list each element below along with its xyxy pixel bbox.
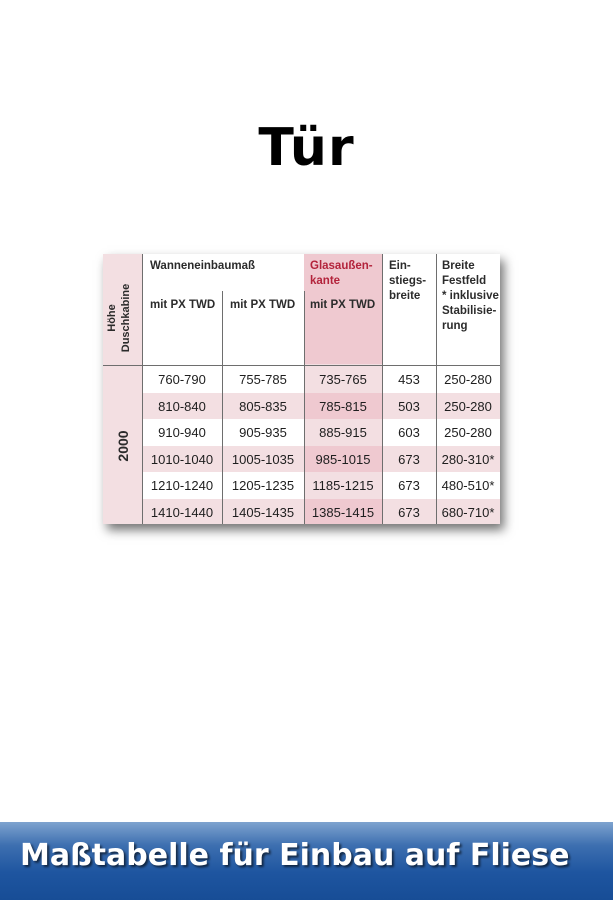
- table-cell: 250-280: [444, 372, 492, 387]
- page-title: Tür: [258, 118, 355, 178]
- table-cell: 673: [398, 504, 420, 520]
- einstieg-line-2: stiegs-: [389, 275, 427, 287]
- footer-banner-text: Maßtabelle für Einbau auf Fliese: [20, 838, 570, 873]
- table-cell: 985-1015: [315, 451, 371, 467]
- table-cell: 673: [398, 451, 420, 467]
- group-header-breite: [442, 259, 499, 334]
- row-header-title-text: Höhe Duschkabine: [106, 283, 132, 353]
- table-cell: 1010-1040: [150, 451, 214, 467]
- table-cell: 1385-1415: [311, 504, 375, 520]
- einstieg-line-3: breite: [389, 290, 421, 302]
- breite-line-1: Breite: [442, 260, 475, 272]
- table-cell: 250-280: [444, 398, 492, 414]
- divider: [103, 365, 500, 366]
- table-cell: 1205-1235: [231, 478, 295, 493]
- row-group-value: 2000: [115, 430, 131, 462]
- table-cell: 810-840: [158, 398, 206, 414]
- breite-line-4: Stabilisie-: [442, 305, 497, 317]
- glas-line-2: kante: [310, 275, 341, 287]
- subheader-col2: mit PX TWD: [230, 299, 296, 311]
- table-cell: 673: [398, 478, 420, 493]
- breite-line-5: rung: [442, 320, 468, 332]
- glas-line-1: Glasaußen-: [310, 260, 373, 272]
- table-cell: 250-280: [444, 425, 492, 440]
- table-cell: 503: [398, 398, 420, 414]
- table-cell: 680-710*: [441, 504, 495, 520]
- group-header-einstieg: [389, 259, 426, 304]
- table-cell: 1405-1435: [231, 504, 295, 520]
- table-cell: 603: [398, 425, 420, 440]
- table-cell: 480-510*: [441, 478, 495, 493]
- table-cell: 885-915: [319, 425, 367, 440]
- table-cell: 1410-1440: [150, 504, 214, 520]
- table-cell: 1005-1035: [231, 451, 295, 467]
- table-cell: 453: [398, 372, 420, 387]
- table-cell: 905-935: [239, 425, 287, 440]
- table-cell: 735-765: [319, 372, 367, 387]
- group-header-wanne: Wanneneinbaumaß: [150, 260, 255, 272]
- table-cell: 280-310*: [441, 451, 495, 467]
- subheader-col1: mit PX TWD: [150, 299, 216, 311]
- table-cell: 760-790: [158, 372, 206, 387]
- breite-line-2: Festfeld: [442, 275, 487, 287]
- table-cell: 755-785: [239, 372, 287, 387]
- table-cell: 1210-1240: [150, 478, 214, 493]
- table-cell: 805-835: [239, 398, 287, 414]
- einstieg-line-1: Ein-: [389, 260, 411, 272]
- table-cell: 785-815: [319, 398, 367, 414]
- table-cell: 910-940: [158, 425, 206, 440]
- dimension-table: [103, 254, 500, 524]
- table-cell: 1185-1215: [312, 478, 374, 493]
- breite-line-3: * inklusive: [442, 290, 499, 302]
- row-header-title: [105, 272, 141, 364]
- group-header-glas: [310, 259, 373, 289]
- subheader-col3: mit PX TWD: [310, 299, 376, 311]
